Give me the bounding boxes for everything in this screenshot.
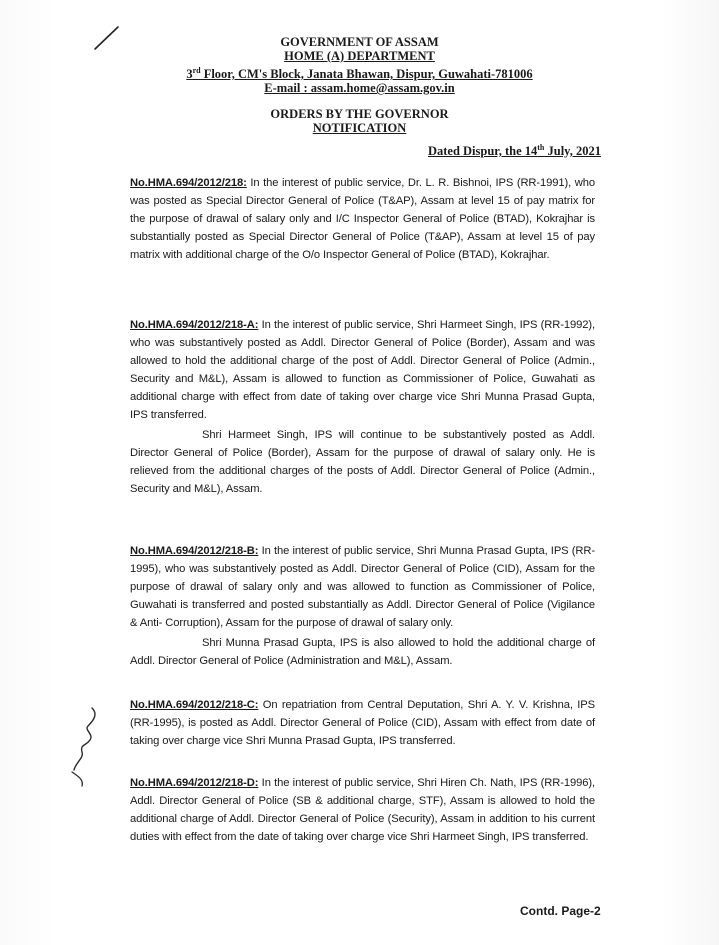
header-orders: ORDERS BY THE GOVERNOR [270,107,449,121]
letterhead [0,36,719,95]
continued-page-note: Contd. Page-2 [520,904,601,918]
dated-line: Dated Dispur, the 14th July, 2021 [427,143,601,159]
order-heading [0,108,719,135]
order-text: In the interest of public service, Dr. L. R. Bishnoi, IPS (RR-1991), who was posted as Special Director General of Police (T&AP), Assam at level 15 of pay matrix for the purpose of drawal of salary only and I/C Inspector General of Police (BTAD), Kokrajhar is substantially posted as Special Director General of Police (T&AP), Assam at level 15 of pay matrix with additional charge of the O/o Inspector General of Police (BTAD), Kokrajhar. [130,177,595,261]
header-notification: NOTIFICATION [312,121,407,135]
order-continuation: Shri Munna Prasad Gupta, IPS is also allowed to hold the additional charge of Addl. Director General of Police (Administration and M&L), Assam. [130,637,595,667]
handwritten-initial-mark [64,700,112,790]
order-continuation: Shri Harmeet Singh, IPS will continue to be substantively posted as Addl. Director General of Police (Border), Assam for the purpose of drawal of salary only. He is relieved from the additional charges of the posts of Addl. Director General of Police (Admin., Security and M&L), Assam. [130,429,595,495]
order-reference: No.HMA.694/2012/218-A: [130,319,259,331]
order-text: On repatriation from Central Deputation, Shri A. Y. V. Krishna, IPS (RR-1995), is posted as Addl. Director General of Police (CID), Assam with effect from date of taking over charge vice Shri Munna Prasad Gupta, IPS transferred. [130,699,595,747]
order-reference: No.HMA.694/2012/218-D: [130,777,259,789]
order-text: In the interest of public service, Shri Harmeet Singh, IPS (RR-1992), who was substantively posted as Addl. Director General of Police (Border), Assam and was allowed to hold the additional charge of the post of Addl. Director General of Police (Admin., Security and M&L), Assam is allowed to function as Commissioner of Police, Guwahati as additional charge with effect from date of taking over charge vice Shri Munna Prasad Gupta, IPS transferred. [130,319,595,421]
order-paragraph-218-d [130,774,595,846]
header-email: E-mail : assam.home@assam.gov.in [264,81,455,96]
order-text: In the interest of public service, Shri Munna Prasad Gupta, IPS (RR-1995), who was substantively posted as Addl. Director General of Police (CID), Assam for the purpose of drawal of salary only and was allowed to function as Commissioner of Police, Guwahati is transferred and posted substantially as Addl. Director General of Police (Vigilance & Anti- Corruption), Assam for the purpose of drawal of salary only. [130,545,595,629]
header-government: GOVERNMENT OF ASSAM [280,35,439,49]
order-reference: No.HMA.694/2012/218-B: [130,545,259,557]
order-paragraph-218-a [130,316,595,498]
order-paragraph-218-b [130,542,595,670]
header-address: 3rd Floor, CM's Block, Janata Bhawan, Dispur, Guwahati-781006 [186,66,533,82]
order-text: In the interest of public service, Shri Hiren Ch. Nath, IPS (RR-1996), Addl. Director General of Police (SB & additional charge, STF), Assam is allowed to hold the additional charge of Addl. Director General of Police (Security), Assam in addition to his current duties with effect from the date of taking over charge vice Shri Harmeet Singh, IPS transferred. [130,777,595,843]
order-reference: No.HMA.694/2012/218-C: [130,699,259,711]
order-reference: No.HMA.694/2012/218: [130,177,247,189]
order-paragraph-218 [130,174,595,264]
header-department: HOME (A) DEPARTMENT [284,49,435,63]
order-paragraph-218-c [130,696,595,750]
